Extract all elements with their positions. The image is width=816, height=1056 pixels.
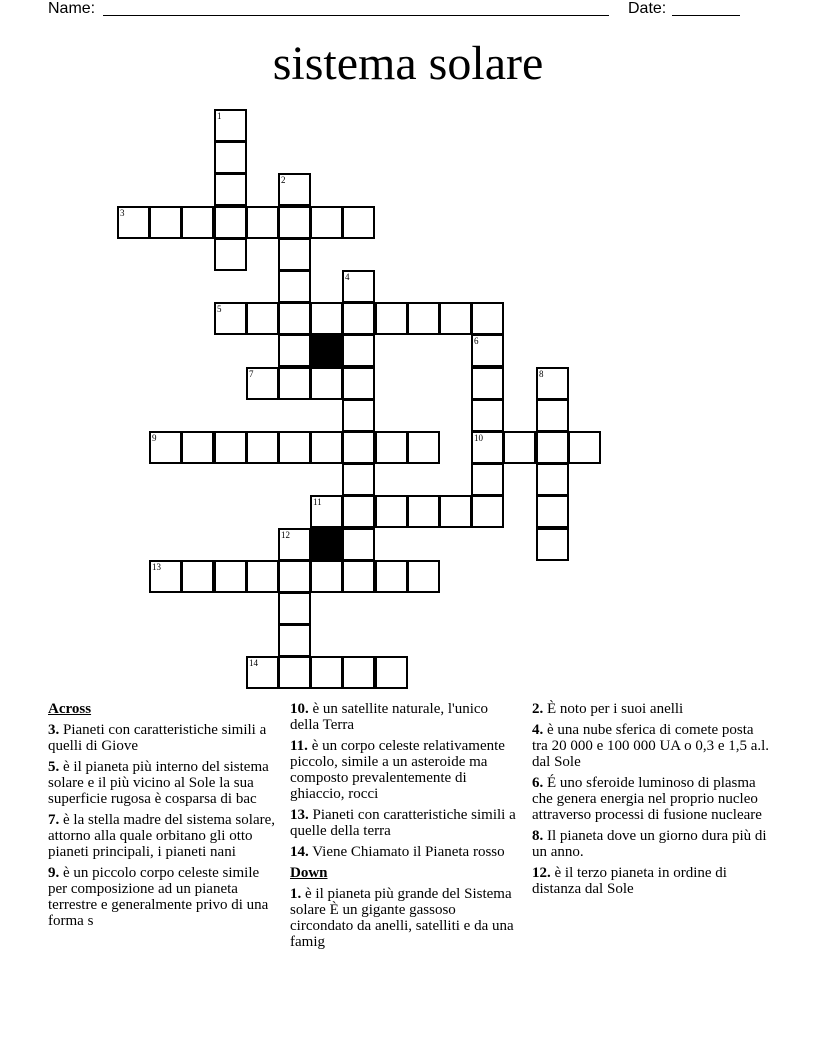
clue-text: è un satellite naturale, l'unico della Terra xyxy=(290,701,489,733)
clue-number: 9. xyxy=(48,865,60,881)
grid-cell[interactable] xyxy=(342,463,375,496)
grid-cell[interactable] xyxy=(471,334,504,367)
cell-number: 5 xyxy=(217,304,222,314)
grid-cell[interactable] xyxy=(471,302,504,335)
grid-cell[interactable] xyxy=(278,206,311,239)
clues-column-1 xyxy=(48,701,278,934)
grid-cell[interactable] xyxy=(278,334,311,367)
grid-cell[interactable] xyxy=(407,560,440,593)
grid-cell[interactable] xyxy=(536,463,569,496)
clue-text: è il terzo pianeta in ordine di distanza dal Sole xyxy=(532,865,727,897)
grid-cell[interactable] xyxy=(375,302,408,335)
grid-cell[interactable] xyxy=(536,367,569,400)
grid-cell[interactable] xyxy=(214,109,247,142)
grid-cell[interactable] xyxy=(149,560,182,593)
grid-cell[interactable] xyxy=(375,656,408,689)
grid-cell[interactable] xyxy=(439,302,472,335)
grid-cell[interactable] xyxy=(342,270,375,303)
grid-cell[interactable] xyxy=(246,560,279,593)
clue-across-13 xyxy=(290,807,520,839)
clue-text: è una nube sferica di comete posta tra 20 000 e 100 000 UA o 0,3 e 1,5 a.l. dal Sole xyxy=(532,722,770,770)
grid-cell[interactable] xyxy=(214,238,247,271)
grid-cell[interactable] xyxy=(342,206,375,239)
grid-cell[interactable] xyxy=(342,431,375,464)
grid-cell[interactable] xyxy=(214,173,247,206)
grid-cell[interactable] xyxy=(375,431,408,464)
clue-text: è un corpo celeste relativamente piccolo, simile a un asteroide ma composto prevalentemente di ghiaccio, rocci xyxy=(290,738,505,802)
clue-text: É uno sferoide luminoso di plasma che genera energia nel proprio nucleo attraverso processi di fusione nucleare xyxy=(532,775,762,823)
name-label: Name: xyxy=(48,0,96,17)
grid-cell[interactable] xyxy=(375,495,408,528)
clue-down-8 xyxy=(532,828,772,860)
cell-number: 6 xyxy=(474,336,479,346)
grid-cell[interactable] xyxy=(278,592,311,625)
cell-number: 2 xyxy=(281,175,286,185)
grid-cell[interactable] xyxy=(278,431,311,464)
clue-text: è un piccolo corpo celeste simile per composizione ad un pianeta terrestre e generalmente privo di una forma s xyxy=(48,865,269,929)
clues-column-3 xyxy=(532,701,772,902)
clue-across-9 xyxy=(48,865,278,929)
grid-cell[interactable] xyxy=(536,495,569,528)
grid-cell[interactable] xyxy=(536,528,569,561)
grid-cell[interactable] xyxy=(278,560,311,593)
clue-across-14 xyxy=(290,844,520,860)
grid-cell[interactable] xyxy=(342,399,375,432)
clue-down-4 xyxy=(532,722,772,770)
clue-text: Viene Chiamato il Pianeta rosso xyxy=(312,844,505,860)
puzzle-title: sistema solare xyxy=(272,37,544,90)
cell-number: 13 xyxy=(152,562,161,572)
grid-cell[interactable] xyxy=(342,367,375,400)
grid-cell[interactable] xyxy=(471,463,504,496)
grid-cell[interactable] xyxy=(503,431,536,464)
grid-cell[interactable] xyxy=(246,206,279,239)
clue-number: 6. xyxy=(532,775,544,791)
grid-cell[interactable] xyxy=(278,656,311,689)
cell-number: 11 xyxy=(313,497,322,507)
grid-cell[interactable] xyxy=(214,560,247,593)
clue-number: 13. xyxy=(290,807,309,823)
grid-cell[interactable] xyxy=(310,656,343,689)
clue-text: è il pianeta più grande del Sistema solare È un gigante gassoso circondato da anelli, satelliti e da una famig xyxy=(290,886,514,950)
grid-cell[interactable] xyxy=(278,302,311,335)
cell-number: 8 xyxy=(539,369,544,379)
cell-number: 7 xyxy=(249,369,254,379)
cell-number: 3 xyxy=(120,208,125,218)
grid-cell[interactable] xyxy=(536,431,569,464)
clue-across-5 xyxy=(48,759,278,807)
grid-cell[interactable] xyxy=(149,431,182,464)
clue-across-10 xyxy=(290,701,520,733)
grid-cell[interactable] xyxy=(214,206,247,239)
across-heading: Across xyxy=(48,701,92,717)
clue-text: è il pianeta più interno del sistema solare e il più vicino al Sole la sua superficie rugosa è cosparsa di bac xyxy=(48,759,269,807)
grid-cell[interactable] xyxy=(246,656,279,689)
grid-cell[interactable] xyxy=(181,560,214,593)
grid-cell[interactable] xyxy=(246,367,279,400)
grid-cell[interactable] xyxy=(149,206,182,239)
grid-cell[interactable] xyxy=(310,206,343,239)
grid-cell[interactable] xyxy=(568,431,601,464)
grid-cell[interactable] xyxy=(375,560,408,593)
cell-number: 4 xyxy=(345,272,350,282)
grid-cell[interactable] xyxy=(342,656,375,689)
clue-number: 7. xyxy=(48,812,60,828)
date-label: Date: xyxy=(628,0,667,17)
cell-number: 14 xyxy=(249,658,258,668)
clue-across-11 xyxy=(290,738,520,802)
clue-number: 8. xyxy=(532,828,544,844)
grid-cell-black xyxy=(310,528,343,561)
clue-text: è la stella madre del sistema solare, attorno alla quale orbitano gli otto pianeti principali, i pianeti nani xyxy=(48,812,275,860)
grid-cell[interactable] xyxy=(310,495,343,528)
grid-cell[interactable] xyxy=(407,431,440,464)
clue-down-1 xyxy=(290,886,520,950)
grid-cell[interactable] xyxy=(536,399,569,432)
clue-down-2 xyxy=(532,701,772,717)
grid-cell[interactable] xyxy=(342,528,375,561)
grid-cell[interactable] xyxy=(181,431,214,464)
grid-cell[interactable] xyxy=(214,302,247,335)
grid-cell[interactable] xyxy=(342,302,375,335)
down-heading: Down xyxy=(290,865,328,881)
grid-cell[interactable] xyxy=(471,495,504,528)
grid-cell[interactable] xyxy=(214,431,247,464)
grid-cell[interactable] xyxy=(342,495,375,528)
grid-cell-black xyxy=(310,334,343,367)
clue-text: Pianeti con caratteristiche simili a quelli di Giove xyxy=(48,722,267,754)
grid-cell[interactable] xyxy=(471,367,504,400)
cell-number: 10 xyxy=(474,433,483,443)
grid-cell[interactable] xyxy=(278,173,311,206)
grid-cell[interactable] xyxy=(310,302,343,335)
grid-cell[interactable] xyxy=(471,431,504,464)
clue-number: 14. xyxy=(290,844,309,860)
grid-cell[interactable] xyxy=(310,560,343,593)
clue-text: Il pianeta dove un giorno dura più di un anno. xyxy=(532,828,767,860)
clue-down-12 xyxy=(532,865,772,897)
grid-cell[interactable] xyxy=(471,399,504,432)
clue-across-7 xyxy=(48,812,278,860)
clue-number: 1. xyxy=(290,886,302,902)
clue-down-6 xyxy=(532,775,772,823)
grid-cell[interactable] xyxy=(278,624,311,657)
grid-cell[interactable] xyxy=(310,367,343,400)
grid-cell[interactable] xyxy=(407,495,440,528)
grid-cell[interactable] xyxy=(246,302,279,335)
clue-number: 11. xyxy=(290,738,308,754)
grid-cell[interactable] xyxy=(407,302,440,335)
grid-cell[interactable] xyxy=(342,560,375,593)
grid-cell[interactable] xyxy=(214,141,247,174)
grid-cell[interactable] xyxy=(310,431,343,464)
clue-number: 4. xyxy=(532,722,544,738)
clue-text: È noto per i suoi anelli xyxy=(547,701,684,717)
clue-number: 2. xyxy=(532,701,544,717)
cell-number: 9 xyxy=(152,433,157,443)
grid-cell[interactable] xyxy=(246,431,279,464)
cell-number: 12 xyxy=(281,530,290,540)
clue-number: 12. xyxy=(532,865,551,881)
clue-number: 10. xyxy=(290,701,309,717)
grid-cell[interactable] xyxy=(278,238,311,271)
grid-cell[interactable] xyxy=(117,206,150,239)
clue-text: Pianeti con caratteristiche simili a quelle della terra xyxy=(290,807,516,839)
clues-column-2 xyxy=(290,701,520,955)
grid-cell[interactable] xyxy=(278,270,311,303)
grid-cell[interactable] xyxy=(181,206,214,239)
grid-cell[interactable] xyxy=(439,495,472,528)
grid-cell[interactable] xyxy=(278,528,311,561)
clue-number: 3. xyxy=(48,722,60,738)
grid-cell[interactable] xyxy=(342,334,375,367)
clue-across-3 xyxy=(48,722,278,754)
cell-number: 1 xyxy=(217,111,222,121)
clue-number: 5. xyxy=(48,759,60,775)
grid-cell[interactable] xyxy=(278,367,311,400)
